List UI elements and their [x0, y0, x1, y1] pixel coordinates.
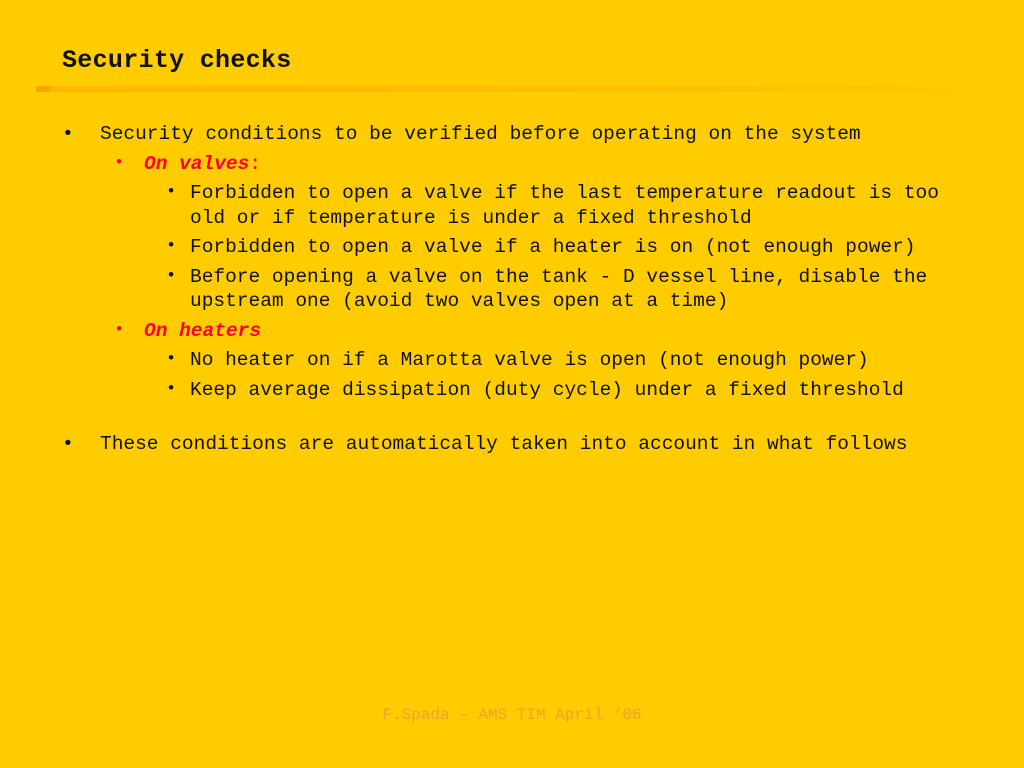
list-item-text: Forbidden to open a valve if a heater is on (not enough power) — [190, 236, 916, 258]
list-item — [166, 235, 962, 260]
title-divider — [36, 86, 1024, 92]
list-item — [166, 348, 962, 373]
bullet-icon: • — [166, 183, 177, 202]
bullet-text: These conditions are automatically taken into account in what follows — [100, 433, 908, 455]
slide-content — [62, 122, 962, 457]
sub-bullet-on-valves — [114, 152, 962, 177]
list-item — [166, 181, 962, 230]
bullet-icon: • — [62, 433, 74, 455]
list-item — [166, 265, 962, 314]
sub-bullet-on-heaters — [114, 319, 962, 344]
spacer — [62, 402, 962, 432]
bullet-icon: • — [114, 320, 125, 340]
bullet-icon: • — [166, 350, 177, 369]
sub-bullet-suffix: : — [249, 152, 262, 175]
list-item-text: Keep average dissipation (duty cycle) under a fixed threshold — [190, 378, 904, 401]
list-item — [166, 378, 962, 403]
bullet-icon: • — [166, 266, 177, 286]
bullet-icon: • — [166, 379, 177, 399]
list-item-text: Forbidden to open a valve if the last temperature readout is too old or if temperature is under a fixed threshold — [190, 182, 939, 229]
bullet-icon: • — [166, 237, 177, 256]
slide-title: Security checks — [62, 46, 292, 75]
list-item-text: Before opening a valve on the tank - D vessel line, disable the upstream one (avoid two valves open at a time) — [190, 265, 928, 312]
sub-bullet-label: On heaters — [144, 319, 262, 342]
bullet-icon: • — [62, 123, 74, 145]
slide-footer: F.Spada – AMS TIM April ‘06 — [382, 706, 642, 724]
bullet-automatic-conditions — [62, 432, 962, 457]
bullet-text: Security conditions to be verified before operating on the system — [100, 123, 861, 145]
list-item-text: No heater on if a Marotta valve is open (not enough power) — [190, 349, 869, 371]
bullet-security-conditions — [62, 122, 962, 147]
bullet-icon: • — [114, 153, 125, 173]
sub-bullet-label: On valves — [144, 152, 250, 175]
